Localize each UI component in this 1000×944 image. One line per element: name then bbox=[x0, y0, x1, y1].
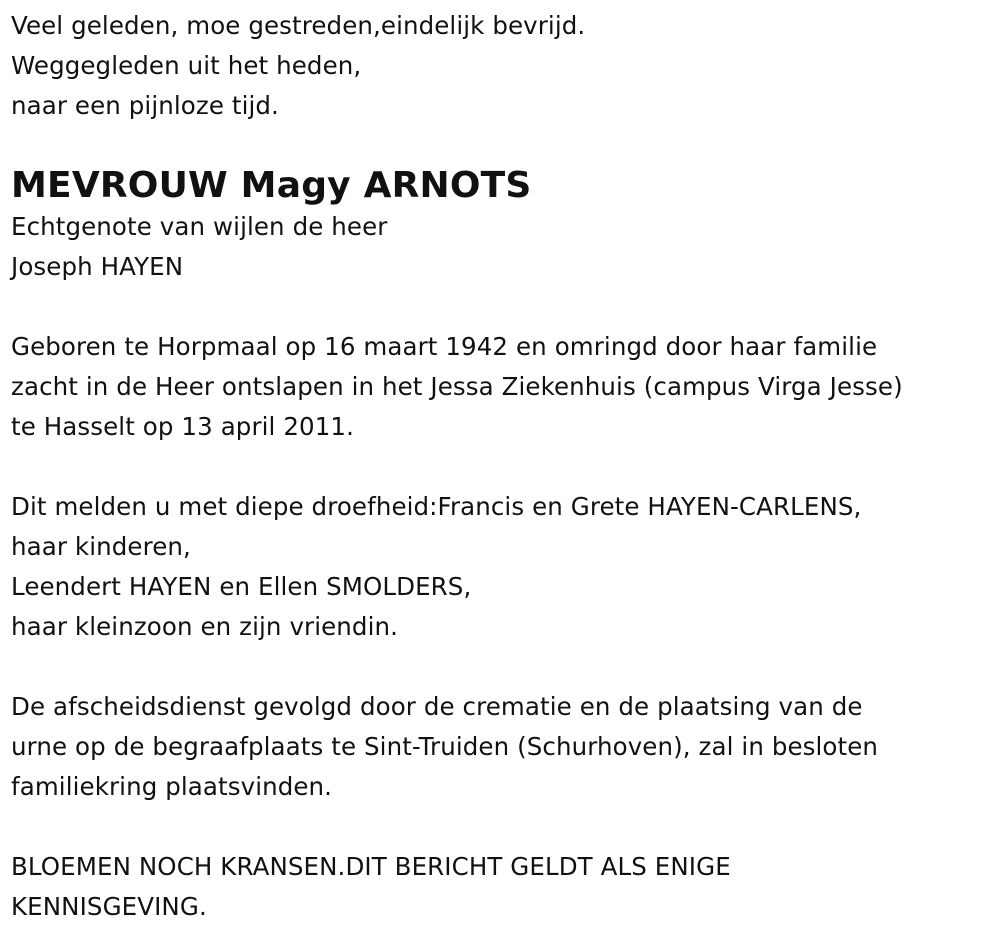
closing-section bbox=[11, 847, 990, 927]
paragraph-line: Dit melden u met diepe droefheid:Francis en Grete HAYEN-CARLENS, bbox=[11, 492, 862, 521]
paragraph-line: De afscheidsdienst gevolgd door de crematie en de plaatsing van de bbox=[11, 692, 863, 721]
paragraph-line: familiekring plaatsvinden. bbox=[11, 772, 333, 801]
deceased-section bbox=[11, 163, 990, 287]
paragraph-line: urne op de begraafplaats te Sint-Truiden (Schurhoven), zal in besloten bbox=[11, 732, 879, 761]
announcement-section bbox=[11, 487, 990, 647]
paragraph-line: Geboren te Horpmaal op 16 maart 1942 en omringd door haar familie bbox=[11, 332, 878, 361]
paragraph-line: te Hasselt op 13 april 2011. bbox=[11, 412, 354, 441]
deceased-name: MEVROUW Magy ARNOTS bbox=[11, 165, 532, 206]
relation-line: Echtgenote van wijlen de heer bbox=[11, 212, 388, 241]
paragraph-line: Leendert HAYEN en Ellen SMOLDERS, bbox=[11, 572, 472, 601]
closing-line: KENNISGEVING. bbox=[11, 892, 207, 921]
paragraph-line: haar kinderen, bbox=[11, 532, 191, 561]
poem-line: naar een pijnloze tijd. bbox=[11, 91, 279, 120]
poem-section bbox=[11, 6, 990, 126]
closing-line: BLOEMEN NOCH KRANSEN.DIT BERICHT GELDT ALS ENIGE bbox=[11, 852, 731, 881]
poem-line: Veel geleden, moe gestreden,eindelijk bevrijd. bbox=[11, 11, 586, 40]
birth-death-section bbox=[11, 327, 990, 447]
poem-line: Weggegleden uit het heden, bbox=[11, 51, 362, 80]
spouse-name: Joseph HAYEN bbox=[11, 252, 184, 281]
ceremony-section bbox=[11, 687, 990, 807]
paragraph-line: haar kleinzoon en zijn vriendin. bbox=[11, 612, 399, 641]
paragraph-line: zacht in de Heer ontslapen in het Jessa Ziekenhuis (campus Virga Jesse) bbox=[11, 372, 903, 401]
